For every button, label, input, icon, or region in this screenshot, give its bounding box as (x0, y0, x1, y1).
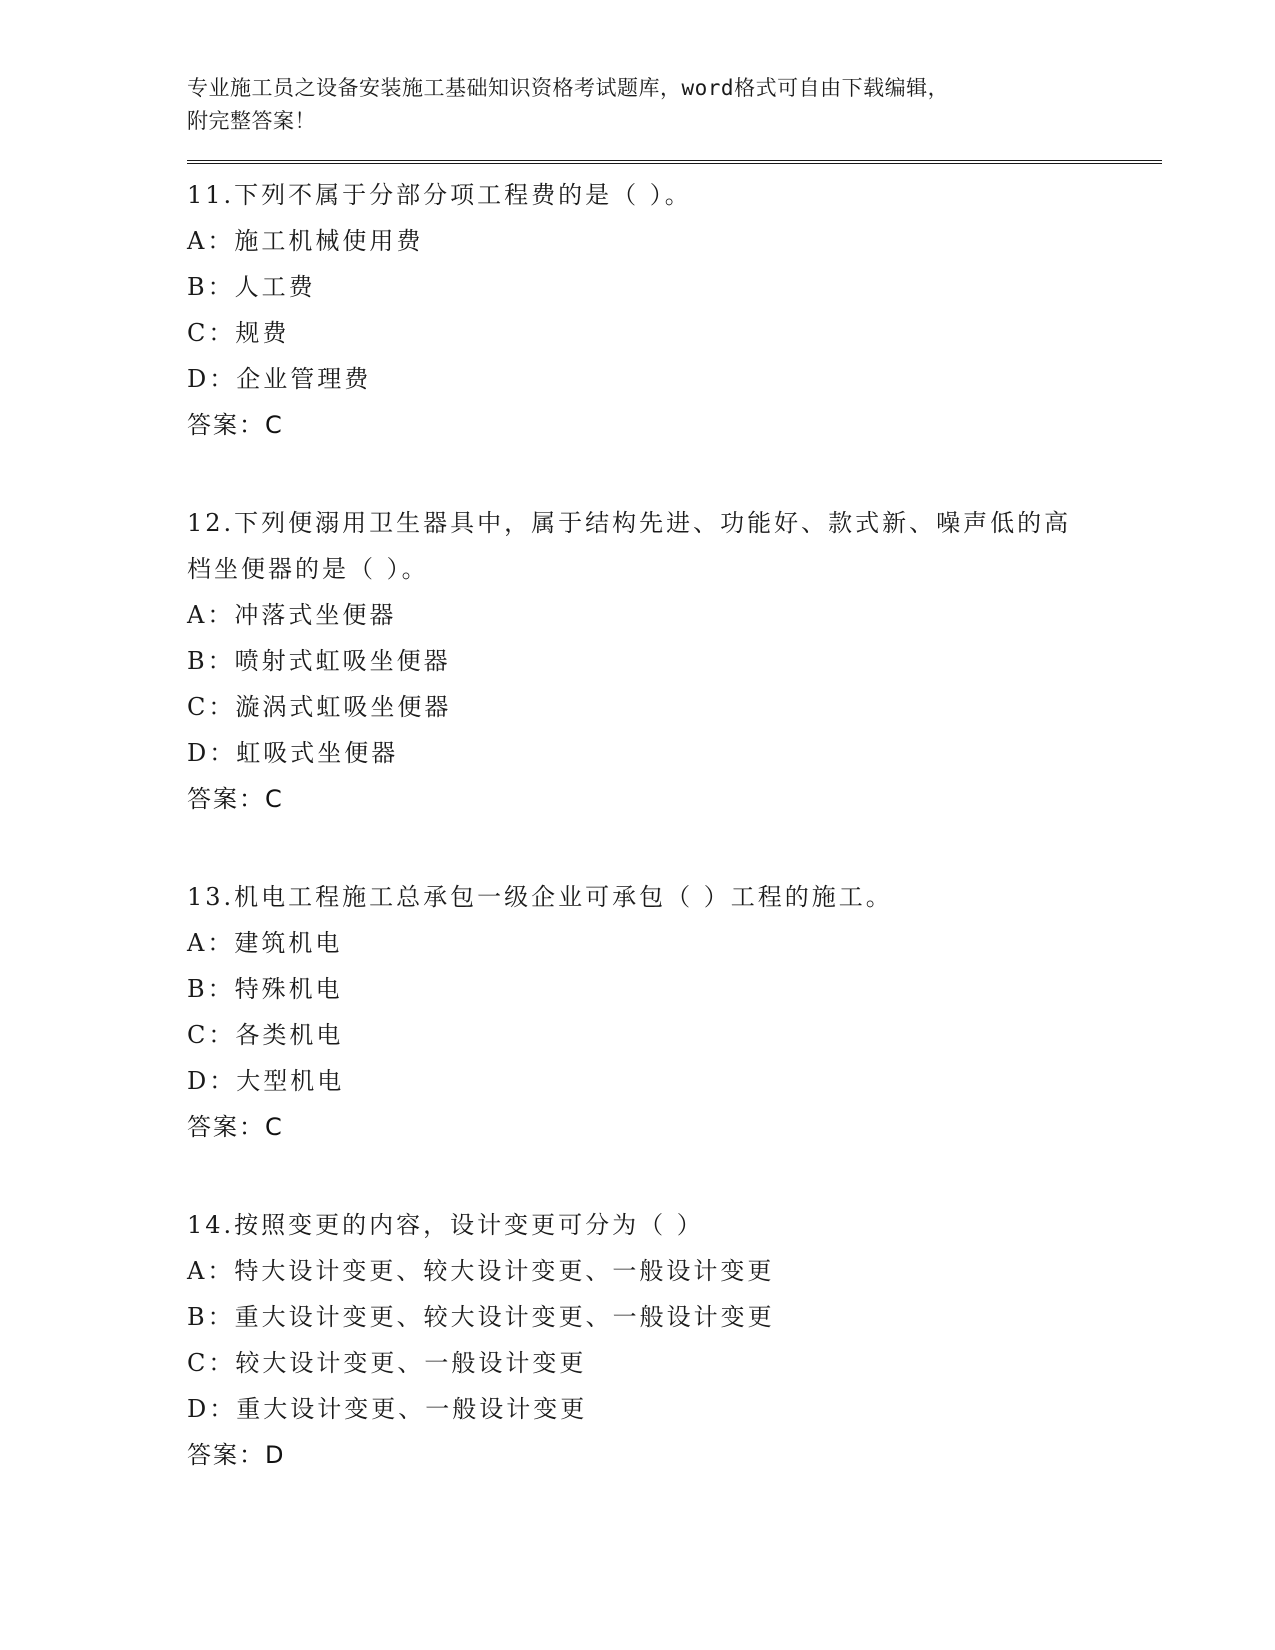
option-a: A：建筑机电 (187, 929, 343, 957)
question-stem: 12.下列便溺用卫生器具中，属于结构先进、功能好、款式新、噪声低的高档坐便器的是（ ）。 (187, 509, 1072, 583)
option-b: B：喷射式虹吸坐便器 (187, 647, 451, 675)
option-d: D：重大设计变更、一般设计变更 (187, 1395, 588, 1423)
option-a: A：施工机械使用费 (187, 227, 424, 255)
option-d: D：虹吸式坐便器 (187, 739, 399, 767)
option-d: D：企业管理费 (187, 365, 372, 393)
answer-text: 答案：C (187, 1113, 284, 1141)
question-12 (187, 500, 1162, 822)
answer-text: 答案：C (187, 411, 284, 439)
option-c: C：各类机电 (187, 1021, 344, 1049)
answer-text: 答案：D (187, 1441, 286, 1469)
option-b: B：人工费 (187, 273, 316, 301)
option-c: C：漩涡式虹吸坐便器 (187, 693, 452, 721)
header-line-2: 附完整答案！ (187, 109, 316, 133)
document-page (187, 72, 1162, 1530)
question-list (187, 172, 1162, 1478)
header-divider (187, 160, 1162, 164)
option-a: A：特大设计变更、较大设计变更、一般设计变更 (187, 1257, 775, 1285)
option-b: B：重大设计变更、较大设计变更、一般设计变更 (187, 1303, 775, 1331)
answer-text: 答案：C (187, 785, 284, 813)
option-c: C：较大设计变更、一般设计变更 (187, 1349, 587, 1377)
question-11 (187, 172, 1162, 448)
option-b: B：特殊机电 (187, 975, 343, 1003)
question-stem: 14.按照变更的内容，设计变更可分为（ ） (187, 1211, 704, 1239)
option-a: A：冲落式坐便器 (187, 601, 397, 629)
question-13 (187, 874, 1162, 1150)
question-stem: 11.下列不属于分部分项工程费的是（ ）。 (187, 181, 692, 209)
option-d: D：大型机电 (187, 1067, 345, 1095)
option-c: C：规费 (187, 319, 290, 347)
question-14 (187, 1202, 1162, 1478)
document-header (187, 72, 1162, 138)
question-stem: 13.机电工程施工总承包一级企业可承包（ ）工程的施工。 (187, 883, 893, 911)
header-line-1: 专业施工员之设备安装施工基础知识资格考试题库，word格式可自由下载编辑， (187, 76, 950, 100)
